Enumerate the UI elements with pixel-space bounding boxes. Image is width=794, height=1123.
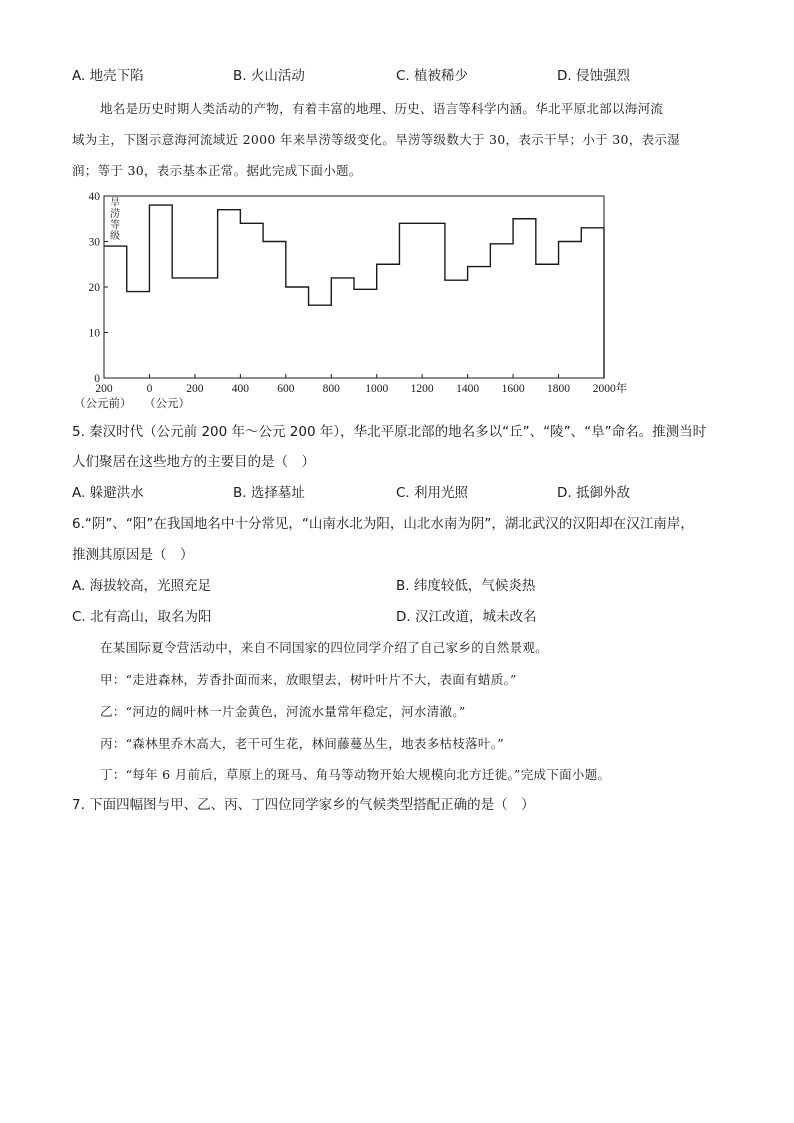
- q6-option-d: D. 汉江改道，城未改名: [396, 609, 537, 625]
- q4-option-c: C. 植被稀少: [396, 68, 469, 84]
- passage1-line-3: 润；等于 30，表示基本正常。据此完成下面小题。: [72, 163, 362, 178]
- passage2-line-3: 乙：“河边的阔叶林一片金黄色，河流水量常年稳定，河水清澈。”: [100, 704, 466, 719]
- q5-option-b: B. 选择墓址: [233, 485, 305, 501]
- y-tick-label: 20: [88, 282, 100, 294]
- passage2-line-5: 丁：“每年 6 月前后，草原上的斑马、角马等动物开始大规模向北方迁徙。”完成下面小题。: [100, 767, 611, 782]
- x-tick-label: 2000年: [592, 383, 628, 395]
- passage2-line-2: 甲：“走进森林，芳香扑面而来，放眼望去，树叶叶片不大，表面有蜡质。”: [100, 672, 517, 687]
- q7-stem: 7. 下面四幅图与甲、乙、丙、丁四位同学家乡的气候类型搭配正确的是（ ）: [72, 797, 535, 813]
- q6-stem-line-2: 推测其原因是（ ）: [72, 547, 194, 563]
- q6-option-b: B. 纬度较低，气候炎热: [396, 578, 536, 594]
- q5-stem-line-1: 5. 秦汉时代（公元前 200 年～公元 200 年），华北平原北部的地名多以“丘”、“陵”、“阜”命名。推测当时: [72, 424, 707, 440]
- q4-option-b: B. 火山活动: [233, 68, 305, 84]
- q5-option-a: A. 躲避洪水: [72, 485, 144, 501]
- x-tick-label: 1600: [501, 383, 525, 395]
- x-tick-label: 800: [322, 383, 340, 395]
- q5-option-d: D. 抵御外敌: [557, 485, 630, 501]
- q6-option-c: C. 北有高山，取名为阳: [72, 609, 212, 625]
- x-tick-label: 1400: [456, 383, 480, 395]
- x-tick-label: 600: [277, 383, 295, 395]
- chart-labels: [74, 191, 628, 410]
- q5-option-c: C. 利用光照: [396, 485, 469, 501]
- x-note-ce: （公元）: [144, 398, 190, 410]
- y-axis-label-char: 旱: [110, 198, 120, 209]
- y-axis-label-char: 等: [110, 220, 120, 231]
- passage2-line-1: 在某国际夏令营活动中，来自不同国家的四位同学介绍了自己家乡的自然景观。: [100, 640, 549, 655]
- q6-stem-line-1: 6.“阴”、“阳”在我国地名中十分常见，“山南水北为阳，山北水南为阴”，湖北武汉的汉阳却在汉江南岸，: [72, 516, 694, 532]
- y-tick-label: 40: [88, 191, 100, 203]
- passage2-line-4: 丙：“森林里乔木高大，老干可生花，林间藤蔓丛生，地表多枯枝落叶。”: [100, 736, 504, 751]
- x-tick-label: 200: [95, 383, 113, 395]
- x-tick-label: 0: [146, 383, 153, 395]
- x-tick-label: 400: [231, 383, 249, 395]
- y-tick-label: 30: [88, 236, 100, 249]
- q6-option-a: A. 海拔较高，光照充足: [72, 578, 212, 594]
- x-tick-label: 1800: [547, 383, 571, 395]
- q5-stem-line-2: 人们聚居在这些地方的主要目的是（ ）: [72, 454, 315, 470]
- passage1-line-1: 地名是历史时期人类活动的产物，有着丰富的地理、历史、语言等科学内涵。华北平原北部以海河流: [100, 101, 664, 116]
- drought-flood-step-line: [104, 205, 604, 378]
- q4-option-a: A. 地壳下陷: [72, 68, 144, 84]
- x-tick-label: 200: [186, 383, 204, 395]
- y-tick-label: 10: [88, 327, 100, 340]
- chart-marks: [104, 205, 604, 378]
- passage1-line-2: 域为主，下图示意海河流域近 2000 年来旱涝等级变化。旱涝等级数大于 30，表示干旱；小于 30，表示湿: [72, 132, 680, 147]
- drought-flood-chart: [60, 184, 640, 414]
- x-tick-label: 1200: [410, 383, 434, 395]
- x-tick-label: 1000: [365, 383, 389, 395]
- x-note-bce: （公元前）: [74, 398, 132, 410]
- y-axis-label-char: 涝: [110, 209, 120, 220]
- q4-option-d: D. 侵蚀强烈: [557, 68, 630, 84]
- y-tick-label: 0: [94, 373, 100, 385]
- y-axis-label-char: 级: [110, 231, 120, 242]
